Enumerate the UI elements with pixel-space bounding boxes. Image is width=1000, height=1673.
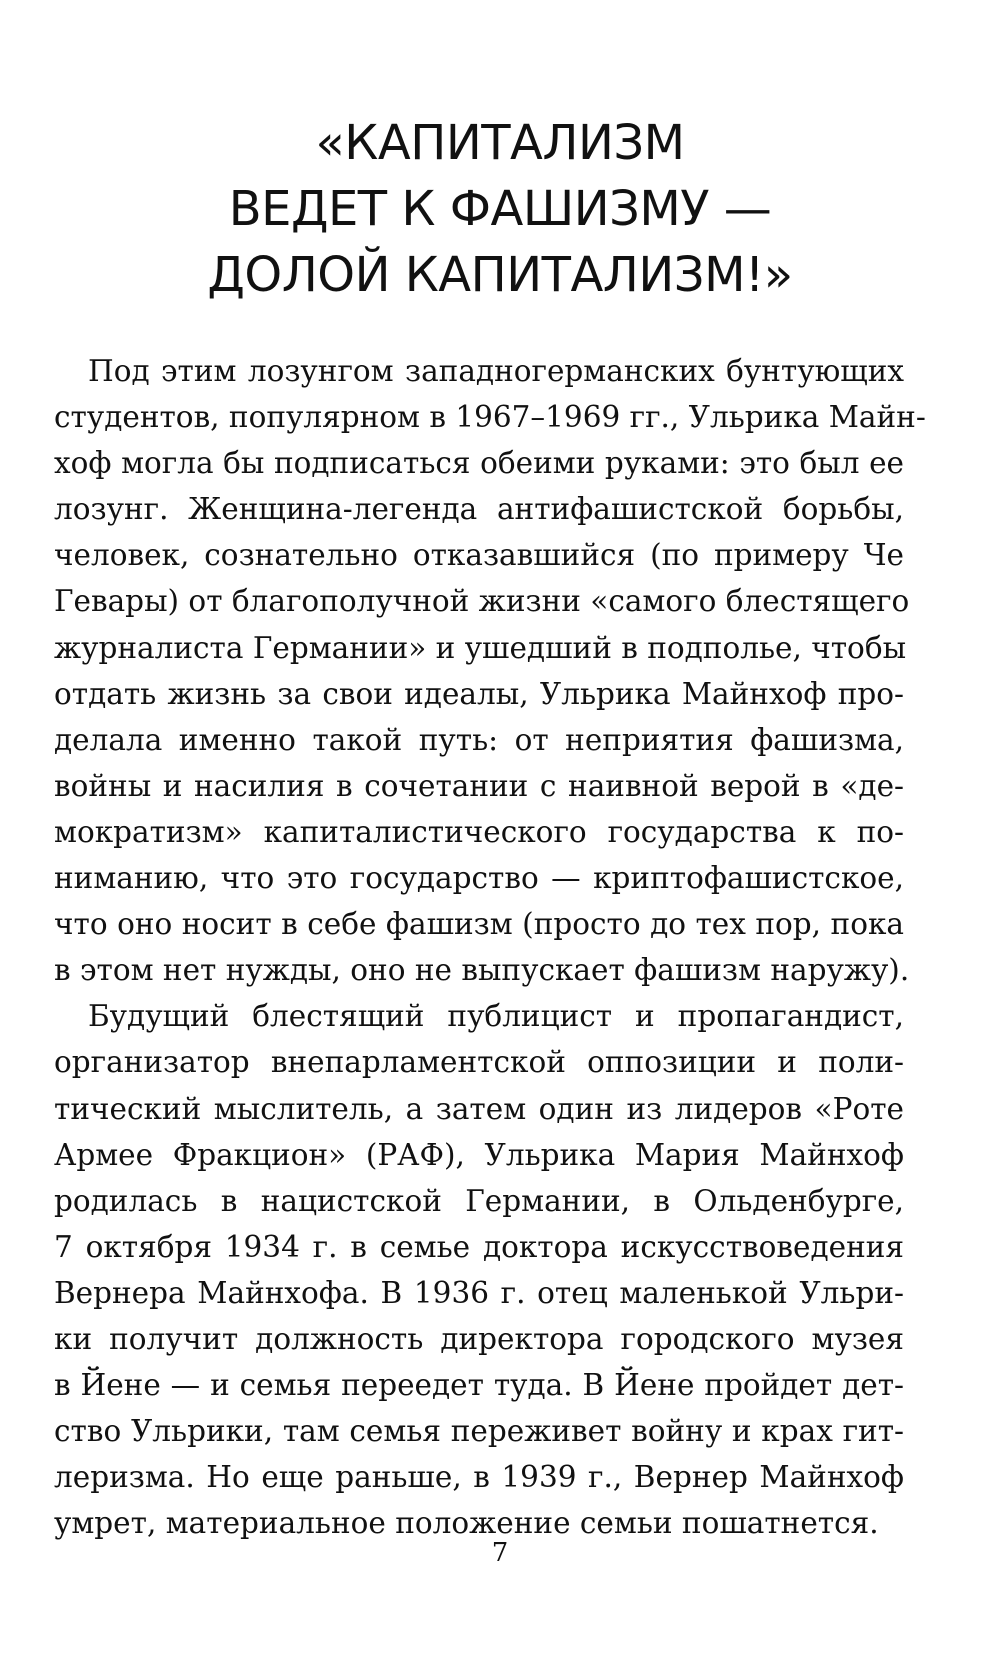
text-line: родилась в нацистской Германии, в Ольденбурге, bbox=[54, 1183, 904, 1218]
text-line: войны и насилия в сочетании с наивной верой в «де- bbox=[54, 768, 904, 803]
text-line: организатор внепарламентской оппозиции и поли- bbox=[54, 1045, 904, 1080]
text-line: делала именно такой путь: от неприятия фашизма, bbox=[54, 722, 904, 757]
text-line: что оно носит в себе фашизм (просто до тех пор, пока bbox=[54, 907, 904, 942]
text-line: хоф могла бы подписаться обеими руками: это был ее bbox=[54, 446, 904, 481]
text-line: мократизм» капиталистического государства к по- bbox=[54, 814, 904, 849]
text-line: ниманию, что это государство — криптофашистское, bbox=[54, 861, 904, 896]
text-line: в Йене — и семья переедет туда. В Йене пройдет дет- bbox=[54, 1368, 904, 1403]
text-line: Армее Фракцион» (РАФ), Ульрика Мария Майнхоф bbox=[54, 1137, 904, 1172]
text-line: Будущий блестящий публицист и пропагандист, bbox=[88, 999, 904, 1034]
text-line: леризма. Но еще раньше, в 1939 г., Вернер Майнхоф bbox=[54, 1460, 904, 1495]
text-line: Гевары) от благополучной жизни «самого блестящего bbox=[54, 584, 910, 619]
text-line: студентов, популярном в 1967–1969 гг., Ульрика Майн- bbox=[54, 400, 926, 435]
text-line: ство Ульрики, там семья переживет войну и крах гит- bbox=[54, 1414, 904, 1449]
body-text bbox=[54, 348, 926, 1546]
text-line: в этом нет нужды, оно не выпускает фашизм наружу). bbox=[54, 953, 910, 988]
chapter-title bbox=[100, 110, 900, 308]
text-line: ки получит должность директора городского музея bbox=[54, 1321, 904, 1356]
chapter-title-line: ВЕДЕТ К ФАШИЗМУ — bbox=[228, 181, 772, 237]
text-line: журналиста Германии» и ушедший в подполье, чтобы bbox=[54, 630, 907, 665]
paragraph bbox=[54, 348, 926, 993]
text-line: Под этим лозунгом западногерманских бунтующих bbox=[88, 354, 904, 388]
text-line: тический мыслитель, а затем один из лидеров «Роте bbox=[54, 1091, 904, 1126]
text-line: умрет, материальное положение семьи пошатнется. bbox=[54, 1506, 879, 1541]
chapter-title-line: ДОЛОЙ КАПИТАЛИЗМ!» bbox=[207, 247, 793, 303]
page-number: 7 bbox=[491, 1538, 509, 1568]
text-line: лозунг. Женщина-легенда антифашистской борьбы, bbox=[54, 492, 904, 527]
text-line: 7 октября 1934 г. в семье доктора искусствоведения bbox=[54, 1229, 904, 1264]
text-line: человек, сознательно отказавшийся (по примеру Че bbox=[54, 538, 904, 573]
paragraph bbox=[54, 993, 904, 1546]
text-line: отдать жизнь за свои идеалы, Ульрика Майнхоф про- bbox=[54, 676, 904, 711]
chapter-title-line: «КАПИТАЛИЗМ bbox=[315, 115, 685, 171]
text-line: Вернера Майнхофа. В 1936 г. отец маленькой Ульри- bbox=[54, 1275, 904, 1310]
